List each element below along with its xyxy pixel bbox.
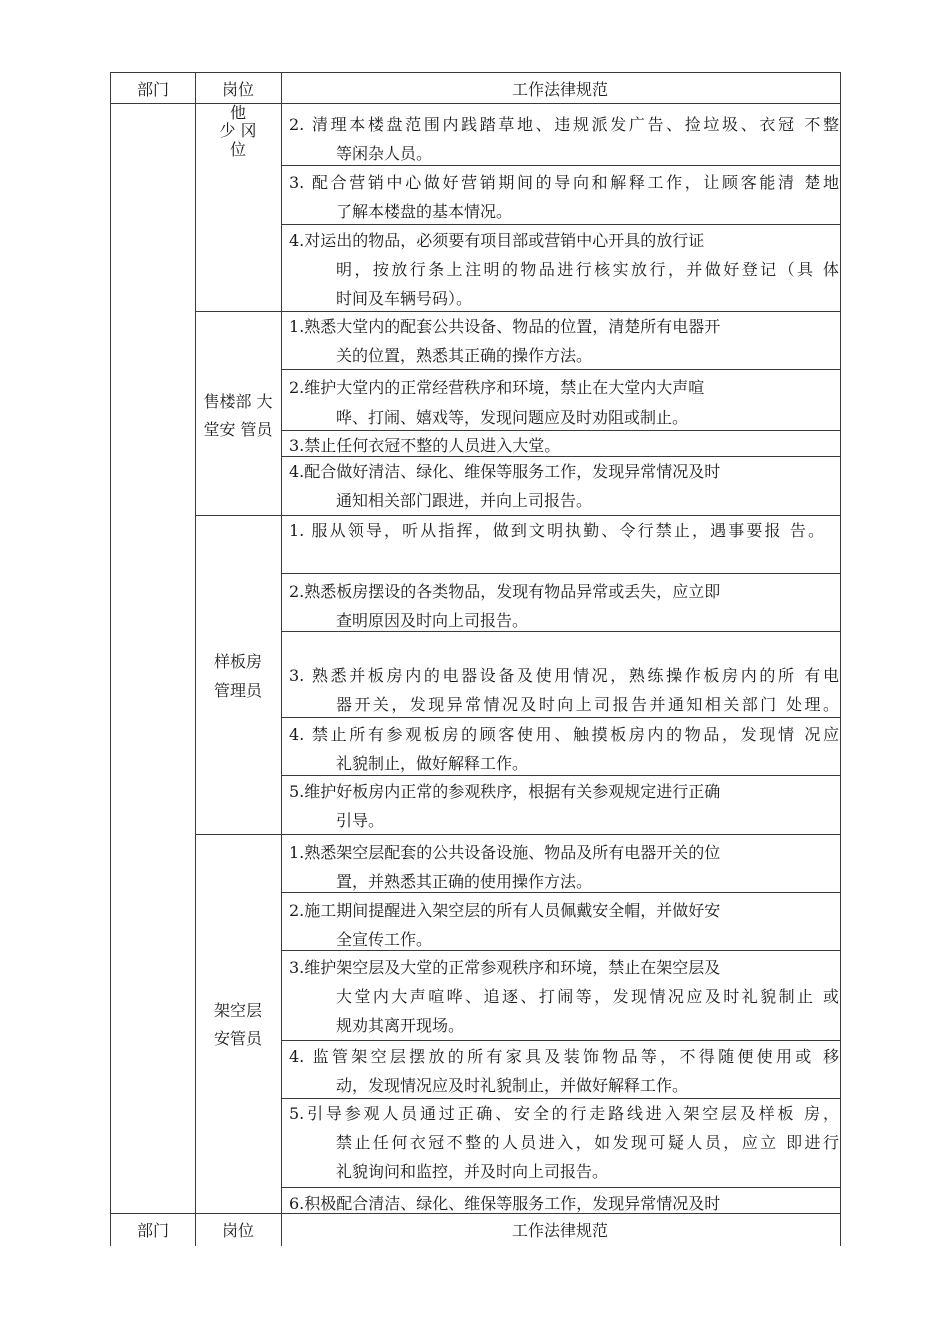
item-text: 禁止任何衣冠不整的人员进入，如发现可疑人员，应立 即进行	[336, 1133, 839, 1152]
item-text: 3. 熟悉并板房内的电器设备及使用情况，熟练操作板房内的所 有电	[289, 666, 839, 685]
item-divider	[281, 224, 840, 225]
item-divider	[281, 456, 840, 457]
footer-header-norms: 工作法律规范	[511, 1221, 609, 1240]
item-text: 1. 服从领导，听从指挥，做到文明执勤、令行禁止，遇事要报 告。	[289, 521, 824, 540]
item-text: 2.维护大堂内的正常经营秩序和环境，禁止在大堂内大声喧	[289, 378, 705, 397]
item-text: 动，发现情况应及时礼貌制止，并做好解释工作。	[336, 1076, 689, 1095]
item-divider	[281, 573, 840, 574]
item-text: 3.禁止任何衣冠不整的人员进入大堂。	[289, 436, 561, 455]
item-text: 4.对运出的物品，必须要有项目部或营销中心开具的放行证	[289, 231, 705, 250]
post-label-line: 售楼部 大	[203, 392, 273, 411]
item-text: 了解本楼盘的基本情况。	[336, 202, 513, 221]
item-text: 5.维护好板房内正常的参观秩序，根据有关参观规定进行正确	[289, 782, 721, 801]
item-text: 2.施工期间提醒进入架空层的所有人员佩戴安全帽，并做好安	[289, 901, 721, 920]
item-text: 关的位置，熟悉其正确的操作方法。	[336, 346, 593, 365]
item-divider	[281, 369, 840, 370]
item-divider	[281, 1040, 840, 1041]
item-text: 哗、打闹、嬉戏等，发现问题应及时劝阻或制止。	[336, 408, 689, 427]
col-divider-post	[281, 72, 282, 1246]
post-label-line: 安管员	[213, 1029, 263, 1048]
col-divider-dept	[195, 72, 196, 1246]
item-divider	[281, 892, 840, 893]
post-label-line: 位	[229, 140, 247, 159]
item-divider	[281, 631, 840, 632]
item-divider	[281, 1098, 840, 1099]
group-divider	[195, 834, 840, 835]
item-text: 3.维护架空层及大堂的正常参观秩序和环境，禁止在架空层及	[289, 958, 721, 977]
item-text: 通知相关部门跟进，并向上司报告。	[336, 491, 593, 510]
item-text: 6.积极配合清洁、绿化、维保等服务工作，发现异常情况及时	[289, 1194, 721, 1213]
header-row-divider	[110, 103, 840, 104]
header-post: 岗位	[221, 80, 255, 99]
item-text: 器开关，发现异常情况及时向上司报告并通知相关部门 处理。	[336, 695, 839, 714]
item-text: 全宣传工作。	[336, 930, 433, 949]
item-divider	[281, 775, 840, 776]
item-divider	[281, 165, 840, 166]
post-label-line: 他	[229, 103, 247, 122]
footer-header-post: 岗位	[221, 1221, 255, 1240]
post-label-line: 堂安 管员	[203, 420, 273, 439]
item-text: 大堂内大声喧哗、追逐、打闹等，发现情况应及时礼貌制止 或	[336, 987, 839, 1006]
post-label-line: 管理员	[213, 681, 263, 700]
group-divider	[195, 311, 840, 312]
item-text: 5.引导参观人员通过正确、安全的行走路线进入架空层及样板 房，	[289, 1104, 839, 1123]
item-text: 4.配合做好清洁、绿化、维保等服务工作，发现异常情况及时	[289, 462, 721, 481]
table-border-top	[110, 72, 840, 73]
table-border-left	[110, 72, 111, 1246]
item-text: 1.熟悉大堂内的配套公共设备、物品的位置，清楚所有电器开	[289, 317, 721, 336]
item-divider	[281, 1187, 840, 1188]
item-divider	[281, 717, 840, 718]
post-label-line: 架空层	[213, 1001, 263, 1020]
item-text: 时间及车辆号码）。	[336, 289, 473, 308]
item-text: 2. 清理本楼盘范围内践踏草地、违规派发广告、捡垃圾、衣冠 不整	[289, 115, 839, 134]
footer-header-dept: 部门	[136, 1221, 170, 1240]
item-divider	[281, 950, 840, 951]
item-text: 1.熟悉架空层配套的公共设备设施、物品及所有电器开关的位	[289, 843, 721, 862]
item-text: 置，并熟悉其正确的使用操作方法。	[336, 872, 593, 891]
item-text: 引导。	[336, 811, 385, 830]
item-text: 4. 禁止所有参观板房的顾客使用、触摸板房内的物品，发现情 况应	[289, 725, 839, 744]
item-text: 查明原因及时向上司报告。	[336, 611, 529, 630]
item-text: 明，按放行条上注明的物品进行核实放行，并做好登记（具 体	[336, 260, 839, 279]
item-text: 等闲杂人员。	[336, 144, 433, 163]
item-text: 4. 监管架空层摆放的所有家具及装饰物品等，不得随便使用或 移	[289, 1047, 839, 1066]
item-text: 礼貌询问和监控，并及时向上司报告。	[336, 1162, 609, 1181]
header-dept: 部门	[136, 80, 170, 99]
table-border-right	[840, 72, 841, 1246]
post-label-line: 样板房	[213, 652, 263, 671]
item-divider	[281, 430, 840, 431]
group-divider	[195, 515, 840, 516]
item-text: 2.熟悉板房摆设的各类物品，发现有物品异常或丢失，应立即	[289, 582, 721, 601]
item-text: 规劝其离开现场。	[336, 1016, 465, 1035]
header-norms: 工作法律规范	[511, 80, 609, 99]
post-label-line: 少 冈	[219, 121, 257, 140]
item-text: 礼貌制止，做好解释工作。	[336, 754, 529, 773]
item-text: 3. 配合营销中心做好营销期间的导向和解释工作，让顾客能清 楚地	[289, 173, 839, 192]
